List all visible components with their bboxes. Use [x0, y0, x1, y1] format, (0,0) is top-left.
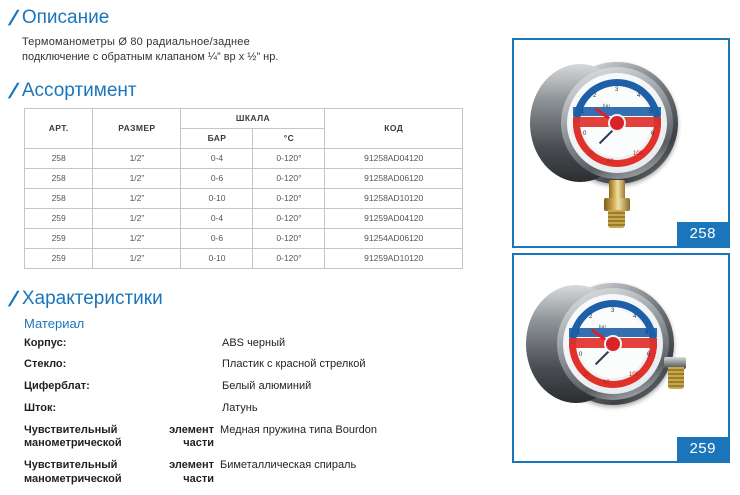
- cell-bar: 0-10: [181, 248, 253, 268]
- spec-key: Чувствительный элемент манометрической части: [24, 459, 214, 485]
- th-bar: БАР: [181, 128, 253, 148]
- cell-celsius: 0-120°: [253, 228, 325, 248]
- dial-number: 0: [583, 131, 587, 137]
- spec-key: Чувствительный элемент манометрической части: [24, 423, 214, 450]
- dial-number: 2: [589, 314, 593, 320]
- spec-row: [24, 358, 490, 372]
- cell-size: 1/2”: [93, 188, 181, 208]
- cell-article: 258: [25, 168, 93, 188]
- th-code: КОД: [325, 108, 463, 148]
- dial-number: 5: [649, 109, 653, 115]
- dial-number: 4: [637, 93, 641, 99]
- cell-celsius: 0-120°: [253, 188, 325, 208]
- cell-code: 91258AD10120: [325, 188, 463, 208]
- cell-celsius: 0-120°: [253, 148, 325, 168]
- product-image-card-259: [512, 253, 730, 463]
- table-body: [25, 148, 463, 268]
- dial-number: 6: [647, 352, 651, 358]
- gauge-illustration-258: [514, 40, 728, 246]
- cell-article: 259: [25, 208, 93, 228]
- product-code-badge: 258: [677, 222, 728, 246]
- spec-value: Биметаллическая спираль: [220, 459, 357, 472]
- cell-bar: 0-4: [181, 208, 253, 228]
- spec-row: [24, 337, 490, 351]
- dial-band-blue: [569, 328, 657, 337]
- section-title-characteristics: Характеристики: [21, 287, 163, 309]
- spec-value: Медная пружина типа Bourdon: [220, 423, 378, 436]
- rear-connection-thread: [668, 367, 684, 389]
- spec-key: Циферблат:: [24, 380, 90, 393]
- table-row: [25, 168, 463, 188]
- cell-code: 91258AD06120: [325, 168, 463, 188]
- dial-number: 3: [611, 308, 615, 314]
- needle-hub: [610, 116, 624, 130]
- table-row: [25, 148, 463, 168]
- product-image-card-258: [512, 38, 730, 248]
- dial-number: 1: [581, 109, 585, 115]
- section-title-description: Описание: [21, 7, 110, 29]
- dial-band-blue: [573, 107, 661, 116]
- spec-key: Шток:: [24, 401, 57, 414]
- brass-thread: [608, 210, 625, 228]
- material-subtitle: Материал: [24, 315, 85, 331]
- cell-bar: 0-10: [181, 188, 253, 208]
- cell-celsius: 0-120°: [253, 208, 325, 228]
- table-row: [25, 228, 463, 248]
- dial-number: 1: [577, 330, 581, 336]
- spec-key: Корпус:: [24, 336, 67, 349]
- description-text: [22, 35, 422, 65]
- table-head: [25, 108, 463, 148]
- cell-article: 258: [25, 148, 93, 168]
- temp-number: 20: [587, 151, 594, 157]
- spec-row: [24, 402, 490, 416]
- th-size: РАЗМЕР: [93, 108, 181, 148]
- cell-bar: 0-6: [181, 228, 253, 248]
- slash-accent-icon: /: [7, 7, 19, 30]
- dial-number: 4: [633, 314, 637, 320]
- brass-stem: [609, 180, 625, 200]
- spec-value: Пластик с красной стрелкой: [222, 358, 366, 371]
- th-celsius: °C: [253, 128, 325, 148]
- spec-value: Латунь: [222, 401, 258, 414]
- cell-size: 1/2”: [93, 168, 181, 188]
- cell-celsius: 0-120°: [253, 248, 325, 268]
- dial-number: 0: [579, 352, 583, 358]
- description-line-1: Термоманометры Ø 80 радиальное/заднее: [22, 36, 250, 48]
- cell-code: 91258AD04120: [325, 148, 463, 168]
- dial-number: 3: [615, 87, 619, 93]
- th-scale-group: ШКАЛА: [181, 108, 325, 128]
- cell-size: 1/2”: [93, 208, 181, 228]
- cell-celsius: 0-120°: [253, 168, 325, 188]
- temp-number: 60: [603, 380, 610, 386]
- description-line-2: подключение с обратным клапаном ¼” вр x ½” нр.: [22, 50, 279, 63]
- cell-size: 1/2”: [93, 228, 181, 248]
- table-header-row-top: [25, 108, 463, 128]
- section-title-assortment: Ассортимент: [21, 79, 137, 101]
- table-row: [25, 188, 463, 208]
- dial-number: 5: [645, 330, 649, 336]
- dial-number: 6: [651, 131, 655, 137]
- cell-bar: 0-6: [181, 168, 253, 188]
- table-row: [25, 248, 463, 268]
- characteristics-block: [7, 287, 490, 487]
- cell-size: 1/2”: [93, 148, 181, 168]
- section-header-description: [7, 7, 490, 30]
- cell-article: 259: [25, 228, 93, 248]
- spec-key: Стекло:: [24, 358, 67, 371]
- cell-code: 91259AD04120: [325, 208, 463, 228]
- slash-accent-icon: /: [7, 287, 19, 311]
- temp-number: 100: [633, 151, 644, 157]
- cell-bar: 0-4: [181, 148, 253, 168]
- left-content-column: [7, 7, 490, 495]
- cell-article: 258: [25, 188, 93, 208]
- gauge-illustration-259: [514, 255, 728, 461]
- gauge-dial: [567, 73, 667, 173]
- cell-size: 1/2”: [93, 248, 181, 268]
- section-header-assortment: [7, 79, 490, 103]
- temp-number: 20: [583, 372, 590, 378]
- dial-number: 2: [593, 93, 597, 99]
- table-row: [25, 208, 463, 228]
- temp-number: 60: [607, 159, 614, 165]
- needle-hub: [606, 337, 620, 351]
- dial-unit-caption: bar: [603, 103, 611, 108]
- spec-row: [24, 380, 490, 394]
- spec-value: Белый алюминий: [222, 380, 312, 393]
- assortment-table-wrapper: [24, 108, 490, 269]
- gauge-dial: [563, 294, 663, 394]
- cell-article: 259: [25, 248, 93, 268]
- spec-value: ABS черный: [222, 336, 286, 349]
- spec-row: [24, 459, 490, 487]
- assortment-table: [24, 108, 463, 269]
- dial-unit-caption: bar: [599, 324, 607, 329]
- cell-code: 91254AD06120: [325, 228, 463, 248]
- th-article: АРТ.: [25, 108, 93, 148]
- product-code-badge: 259: [677, 437, 728, 461]
- temp-number: 100: [629, 372, 640, 378]
- section-header-characteristics: [7, 287, 490, 311]
- spec-row: [24, 424, 490, 452]
- cell-code: 91259AD10120: [325, 248, 463, 268]
- slash-accent-icon: /: [7, 79, 19, 103]
